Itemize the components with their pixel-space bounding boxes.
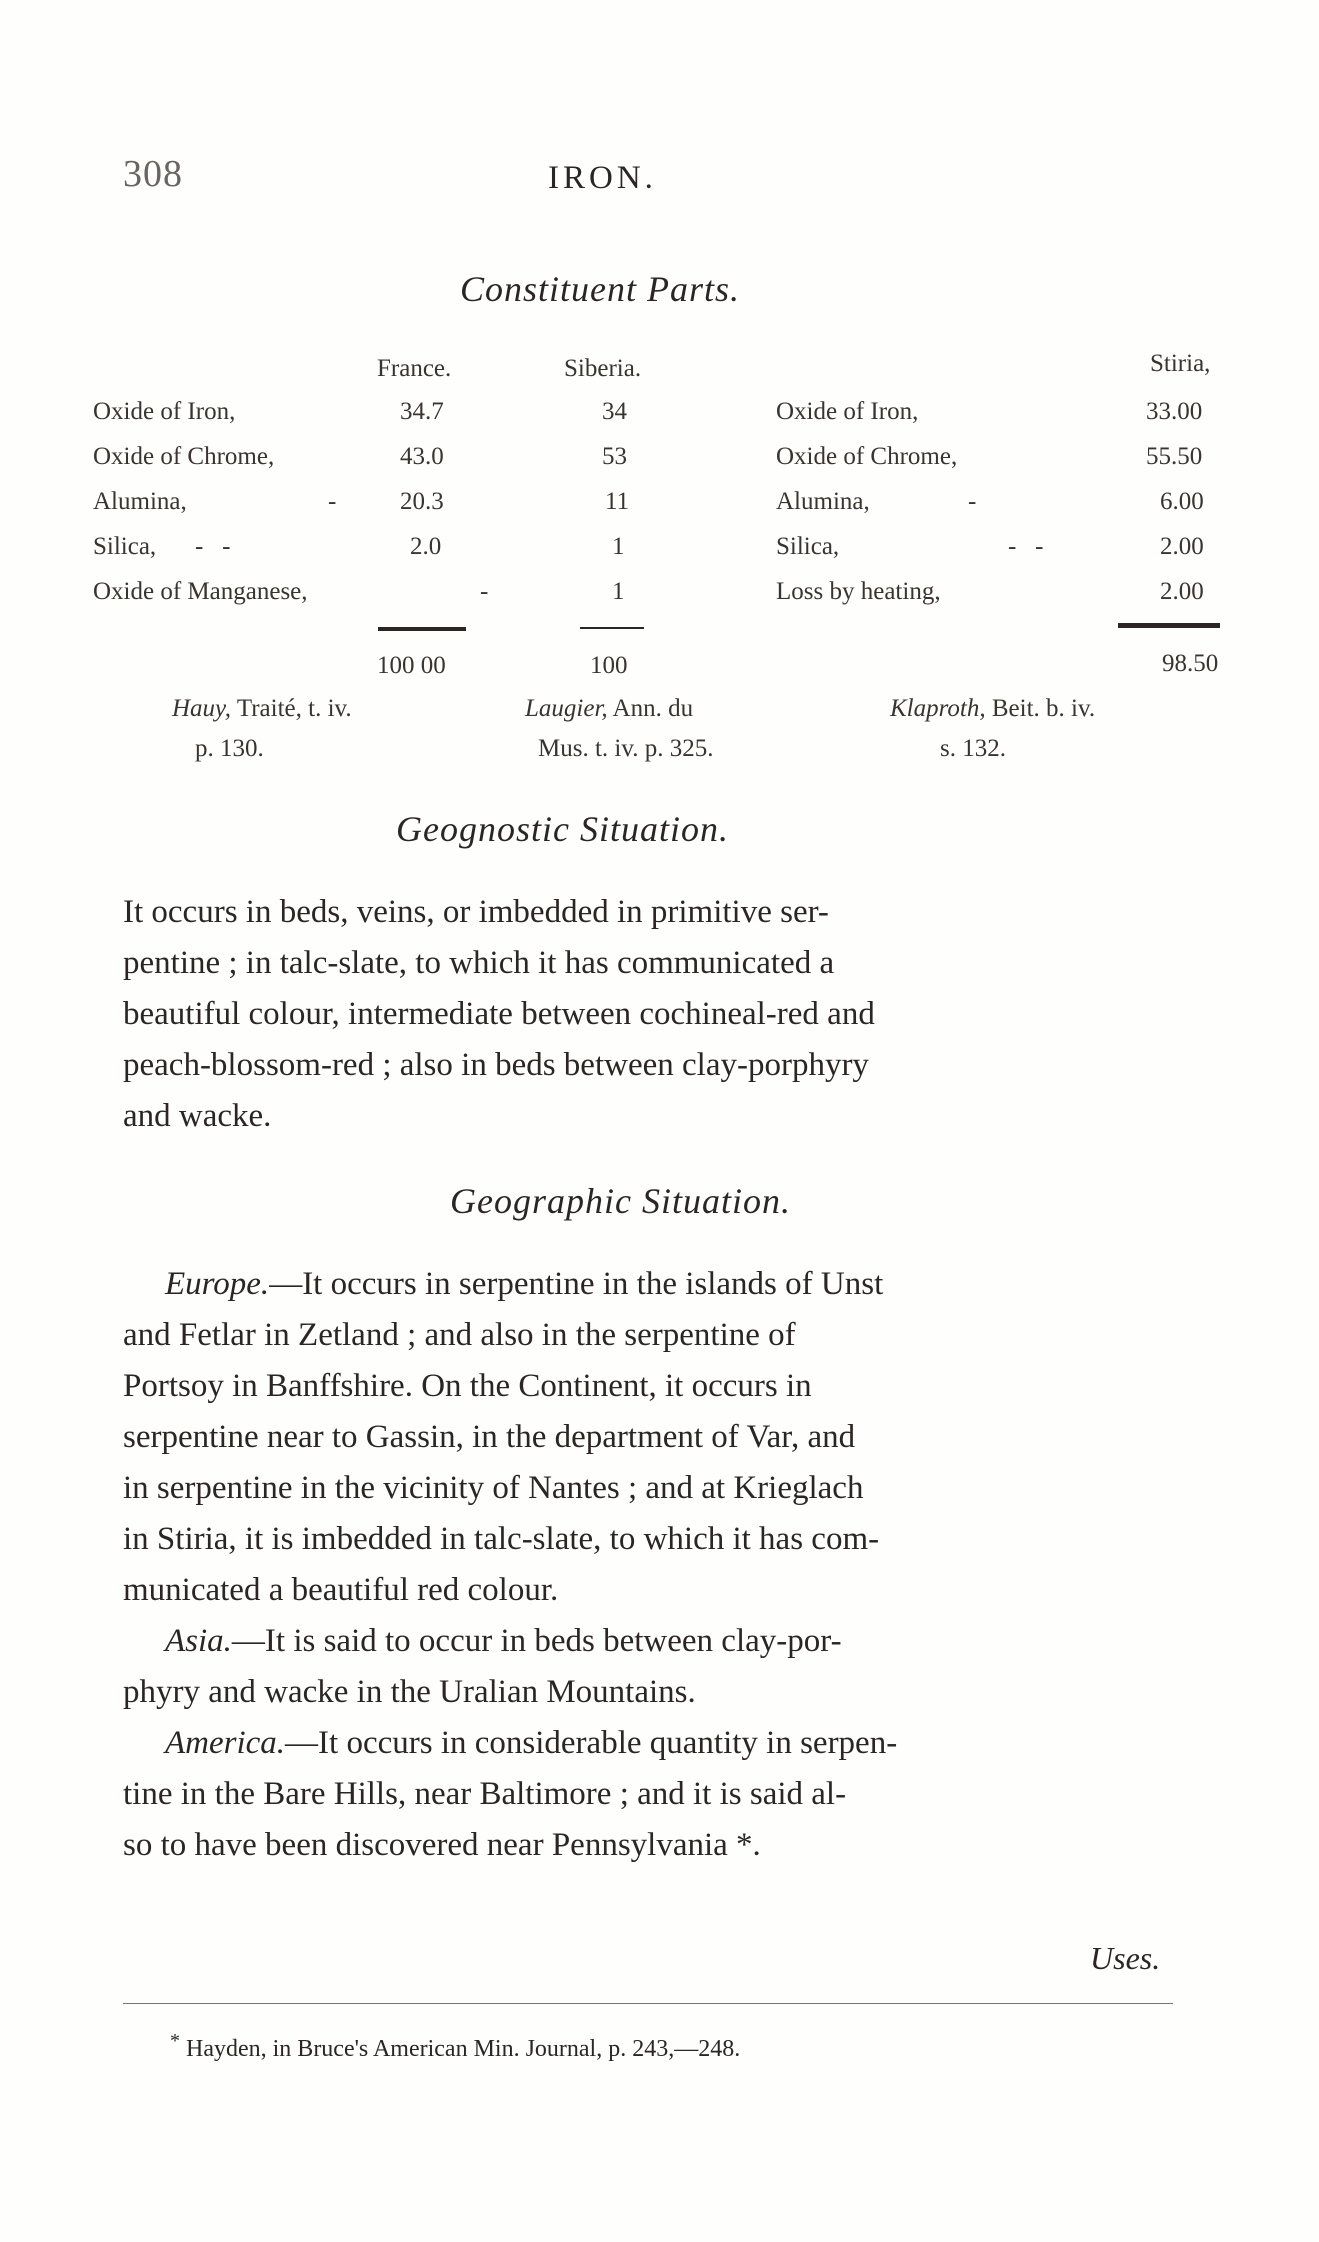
row-label: Silica, (93, 533, 157, 560)
total-france: 100 00 (377, 652, 446, 679)
column-header-france: France. (377, 355, 452, 382)
europe-first-line (123, 1259, 1173, 1310)
text-line: beautiful colour, intermediate between cochineal-red and (123, 996, 875, 1032)
france-value: 34.7 (400, 398, 444, 425)
source-siberia-page: Mus. t. iv. p. 325. (538, 735, 714, 762)
footnote (170, 2030, 740, 2063)
source-citation: Ann. du (607, 695, 694, 722)
text-line: peach-blossom-red ; also in beds between clay-porphyry (123, 1047, 869, 1083)
siberia-value: 1 (612, 533, 625, 560)
footnote-rule (123, 2003, 1173, 2004)
row-dash: - - (1008, 533, 1044, 560)
total-stiria: 98.50 (1162, 650, 1219, 677)
text-line: so to have been discovered near Pennsylvania *. (123, 1827, 761, 1863)
row-dash: - (328, 488, 337, 515)
text-line: in serpentine in the vicinity of Nantes ; and at Krieglach (123, 1470, 864, 1506)
stiria-value: 2.00 (1160, 533, 1204, 560)
row-label: Oxide of Iron, (93, 398, 236, 425)
source-author: Laugier, (525, 695, 608, 722)
column-header-stiria: Stiria, (1150, 350, 1211, 377)
europe-label: Europe. (165, 1266, 270, 1302)
source-citation: Traité, t. iv. (231, 695, 352, 722)
running-title: IRON. (548, 160, 657, 196)
catchword: Uses. (1090, 1940, 1161, 1976)
geographic-paragraphs (123, 1259, 1173, 1871)
row-label: Oxide of Chrome, (776, 443, 958, 470)
row-label: Alumina, (776, 488, 870, 515)
stiria-value: 55.50 (1146, 443, 1203, 470)
france-value: 20.3 (400, 488, 444, 515)
text-line: in Stiria, it is imbedded in talc-slate, to which it has com- (123, 1521, 880, 1557)
total-siberia: 100 (590, 652, 628, 679)
row-dash: - - (195, 533, 231, 560)
text-line: and Fetlar in Zetland ; and also in the serpentine of (123, 1317, 796, 1353)
text-line: Portsoy in Banffshire. On the Continent, it occurs in (123, 1368, 812, 1404)
footnote-text: Hayden, in Bruce's American Min. Journal, p. 243,—248. (180, 2036, 741, 2062)
source-siberia (525, 695, 693, 723)
text-line: —It occurs in serpentine in the islands of Unst (269, 1266, 884, 1302)
siberia-value: 53 (602, 443, 627, 470)
text-line: phyry and wacke in the Uralian Mountains. (123, 1674, 696, 1710)
france-value: 2.0 (410, 533, 442, 560)
text-line: tine in the Bare Hills, near Baltimore ; and it is said al- (123, 1776, 847, 1812)
row-dash: - (480, 578, 489, 605)
sum-rule-stiria (1118, 623, 1220, 628)
america-first-line (123, 1718, 1173, 1769)
source-france-page: p. 130. (195, 735, 264, 762)
siberia-value: 11 (605, 488, 630, 515)
text-line: and wacke. (123, 1098, 272, 1134)
footnote-mark: * (170, 2030, 180, 2052)
text-line: pentine ; in talc-slate, to which it has communicated a (123, 945, 835, 981)
sum-rule-france (378, 627, 466, 631)
geographic-heading: Geographic Situation. (450, 1181, 791, 1221)
row-label: Silica, (776, 533, 840, 560)
source-stiria-page: s. 132. (940, 735, 1006, 762)
row-label: Oxide of Chrome, (93, 443, 275, 470)
text-line: —It occurs in considerable quantity in serpen- (285, 1725, 898, 1761)
siberia-value: 1 (612, 578, 625, 605)
source-author: Klaproth, (890, 695, 986, 722)
source-author: Hauy, (172, 695, 232, 722)
text-line: municated a beautiful red colour. (123, 1572, 559, 1608)
stiria-value: 6.00 (1160, 488, 1204, 515)
geognostic-paragraph (123, 887, 1173, 1142)
asia-label: Asia. (165, 1623, 232, 1659)
stiria-value: 33.00 (1146, 398, 1203, 425)
row-label: Oxide of Iron, (776, 398, 919, 425)
row-label: Oxide of Manganese, (93, 578, 308, 605)
stiria-value: 2.00 (1160, 578, 1204, 605)
source-stiria (890, 695, 1095, 723)
source-france (172, 695, 352, 723)
source-citation: Beit. b. iv. (985, 695, 1096, 722)
sum-rule-siberia (580, 627, 644, 629)
row-label: Loss by heating, (776, 578, 941, 605)
siberia-value: 34 (602, 398, 627, 425)
france-value: 43.0 (400, 443, 444, 470)
text-line: It occurs in beds, veins, or imbedded in primitive ser- (123, 894, 829, 930)
constituent-parts-heading: Constituent Parts. (460, 269, 741, 309)
row-dash: - (968, 488, 977, 515)
america-label: America. (165, 1725, 286, 1761)
column-header-siberia: Siberia. (564, 355, 642, 382)
row-label: Alumina, (93, 488, 187, 515)
text-line: serpentine near to Gassin, in the department of Var, and (123, 1419, 856, 1455)
geognostic-heading: Geognostic Situation. (396, 809, 729, 849)
asia-first-line (123, 1616, 1173, 1667)
page-number: 308 (123, 153, 183, 195)
text-line: —It is said to occur in beds between clay-por- (231, 1623, 842, 1659)
